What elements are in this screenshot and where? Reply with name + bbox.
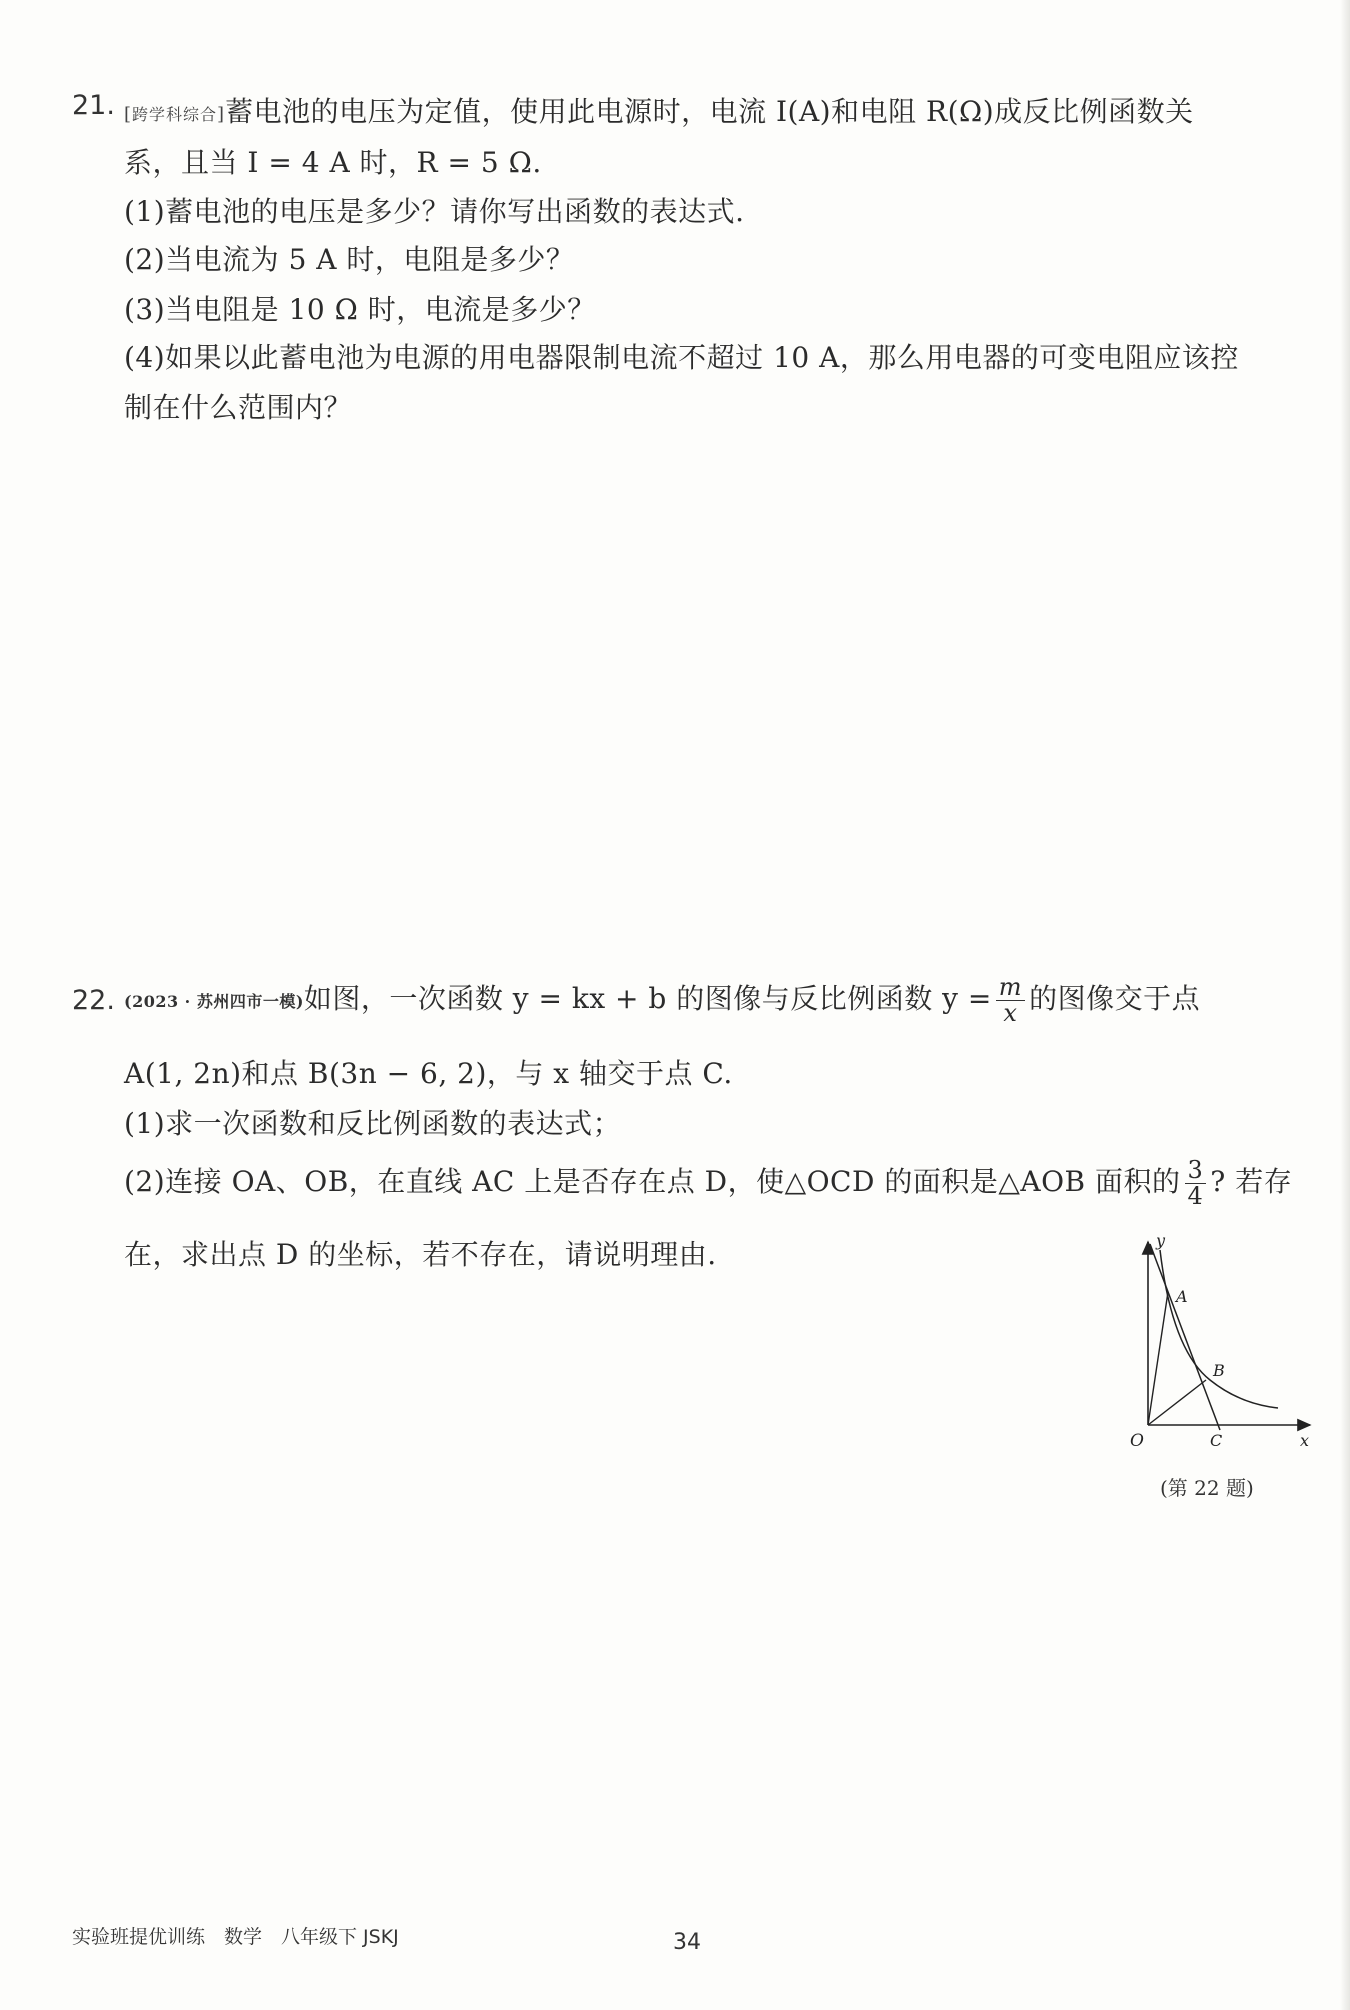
label-a: A bbox=[1176, 1287, 1188, 1306]
footer-book-info: 实验班提优训练 数学 八年级下 JSKJ bbox=[72, 1926, 399, 1948]
page-number: 34 bbox=[673, 1930, 701, 1955]
figure-caption: (第 22 题) bbox=[1160, 1476, 1254, 1500]
label-x: x bbox=[1300, 1431, 1310, 1450]
q21-part3: (3)当电阻是 10 Ω 时，电流是多少？ bbox=[124, 293, 596, 326]
label-c: C bbox=[1210, 1431, 1223, 1450]
page-edge-shadow bbox=[1340, 0, 1350, 2010]
q22-part2-text: (2)连接 OA、OB，在直线 AC 上是否存在点 D，使△OCD 的面积是△AOB 面积的 bbox=[124, 1165, 1181, 1199]
q21-line1 bbox=[124, 90, 1194, 130]
q22-part2-text-b: ? 若存 bbox=[1210, 1165, 1293, 1199]
q22-part1: (1)求一次函数和反比例函数的表达式； bbox=[124, 1107, 622, 1140]
label-y: y bbox=[1156, 1231, 1166, 1250]
q21-line2: 系，且当 I = 4 A 时，R = 5 Ω. bbox=[124, 146, 542, 179]
q21-part1: (1)蓄电池的电压是多少？请你写出函数的表达式. bbox=[124, 195, 745, 228]
fraction-3-over-4: $\frac{3}{4}$ bbox=[1185, 1158, 1207, 1209]
q21-number: 21. bbox=[72, 90, 115, 121]
q22-line2: A(1, 2n)和点 B(3n − 6, 2)，与 x 轴交于点 C. bbox=[124, 1057, 733, 1090]
segment-ob bbox=[1148, 1380, 1206, 1425]
q22-part2 bbox=[124, 1158, 1292, 1209]
segment-oa bbox=[1148, 1292, 1168, 1425]
hyperbola-curve bbox=[1160, 1250, 1278, 1408]
q22-text-line1a: 如图，一次函数 y = kx + b 的图像与反比例函数 y = bbox=[303, 982, 992, 1016]
q22-source: (2023 · 苏州四市一模) bbox=[124, 992, 304, 1012]
q22-figure bbox=[1110, 1230, 1320, 1470]
q21-tag: [跨学科综合] bbox=[124, 104, 226, 125]
q21-part4-cont: 制在什么范围内？ bbox=[124, 391, 353, 424]
q21-text-line1: 蓄电池的电压为定值，使用此电源时，电流 I(A)和电阻 R(Ω)成反比例函数关 bbox=[225, 95, 1194, 128]
label-o: O bbox=[1130, 1431, 1144, 1451]
q21-part4: (4)如果以此蓄电池为电源的用电器限制电流不超过 10 A，那么用电器的可变电阻应该控 bbox=[124, 341, 1239, 374]
label-b: B bbox=[1213, 1361, 1225, 1380]
q22-number: 22. bbox=[72, 985, 115, 1016]
q21-part2: (2)当电流为 5 A 时，电阻是多少？ bbox=[124, 243, 575, 276]
fraction-m-over-x: $\frac{m}{x}$ bbox=[996, 975, 1025, 1026]
line-ac bbox=[1150, 1244, 1220, 1430]
q22-part2-cont: 在，求出点 D 的坐标，若不存在，请说明理由. bbox=[124, 1238, 717, 1271]
q22-line1 bbox=[124, 975, 1200, 1026]
q22-text-line1b: 的图像交于点 bbox=[1029, 982, 1201, 1016]
